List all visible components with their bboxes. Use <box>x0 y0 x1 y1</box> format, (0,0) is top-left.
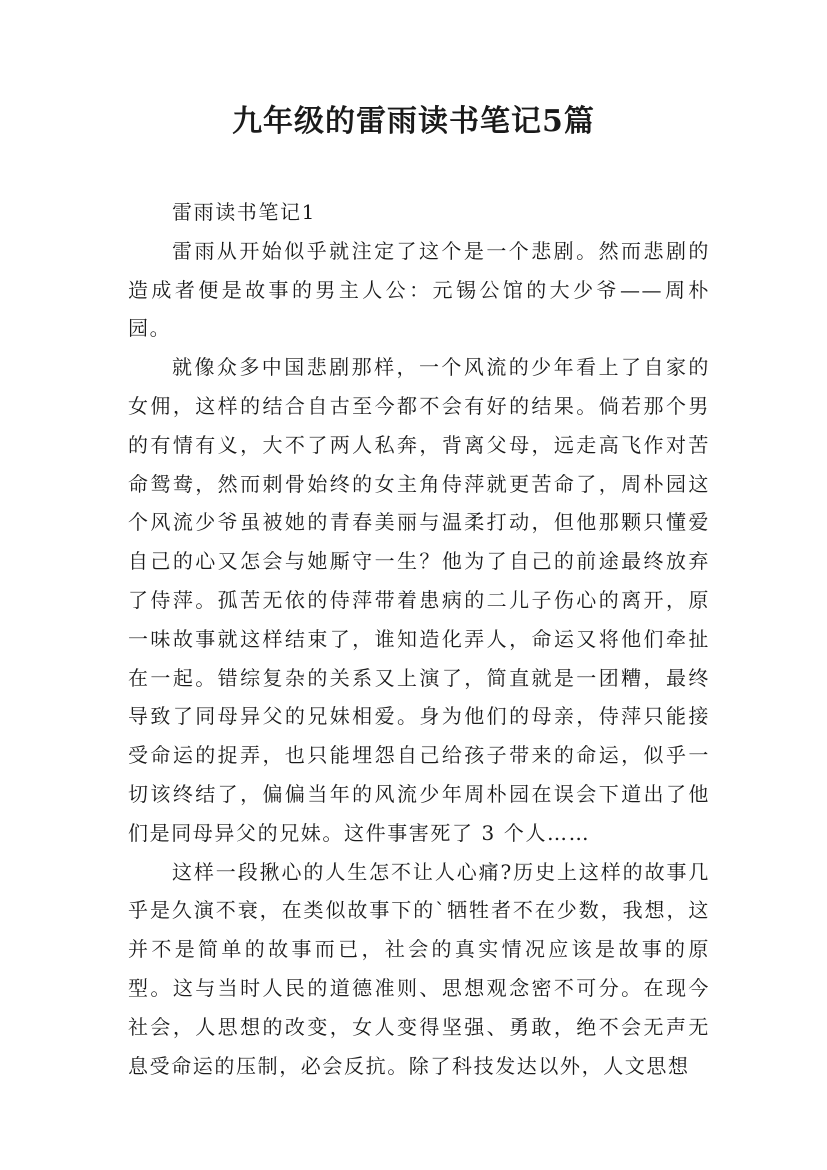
document-title: 九年级的雷雨读书笔记5篇 <box>232 104 595 139</box>
section-heading: 雷雨读书笔记1 <box>172 200 316 224</box>
paragraph: 这样一段揪心的人生怎不让人心痛?历史上这样的故事几乎是久演不衰，在类似故事下的`牺牲者不在少数，我想，这并不是简单的故事而已，社会的真实情况应该是故事的原型。这与当时人民的道德准则、思想观念密不可分。在现今社会，人思想的改变，女人变得坚强、勇敢，绝不会无声无息受命运的压制，必会反抗。除了科技发达以外，人文思想 <box>128 859 710 1078</box>
paragraph: 就像众多中国悲剧那样，一个风流的少年看上了自家的女佣，这样的结合自古至今都不会有好的结果。倘若那个男的有情有义，大不了两人私奔，背离父母，远走高飞作对苦命鸳鸯，然而刺骨始终的女主角侍萍就更苦命了，周朴园这个风流少爷虽被她的青春美丽与温柔打动，但他那颗只懂爱自己的心又怎会与她厮守一生？他为了自己的前途最终放弃了侍萍。孤苦无依的侍萍带着患病的二儿子伤心的离开，原一味故事就这样结束了，谁知造化弄人，命运又将他们牵扯在一起。错综复杂的关系又上演了，简直就是一团糟，最终导致了同母异父的兄妹相爱。身为他们的母亲，侍萍只能接受命运的捉弄，也只能埋怨自己给孩子带来的命运，似乎一切该终结了，偏偏当年的风流少年周朴园在误会下道出了他们是同母异父的兄妹。这件事害死了 3 个人…… <box>128 355 710 845</box>
paragraph: 雷雨从开始似乎就注定了这个是一个悲剧。然而悲剧的造成者便是故事的男主人公：元锡公馆的大少爷——周朴园。 <box>128 238 710 341</box>
document-body <box>128 193 710 1085</box>
